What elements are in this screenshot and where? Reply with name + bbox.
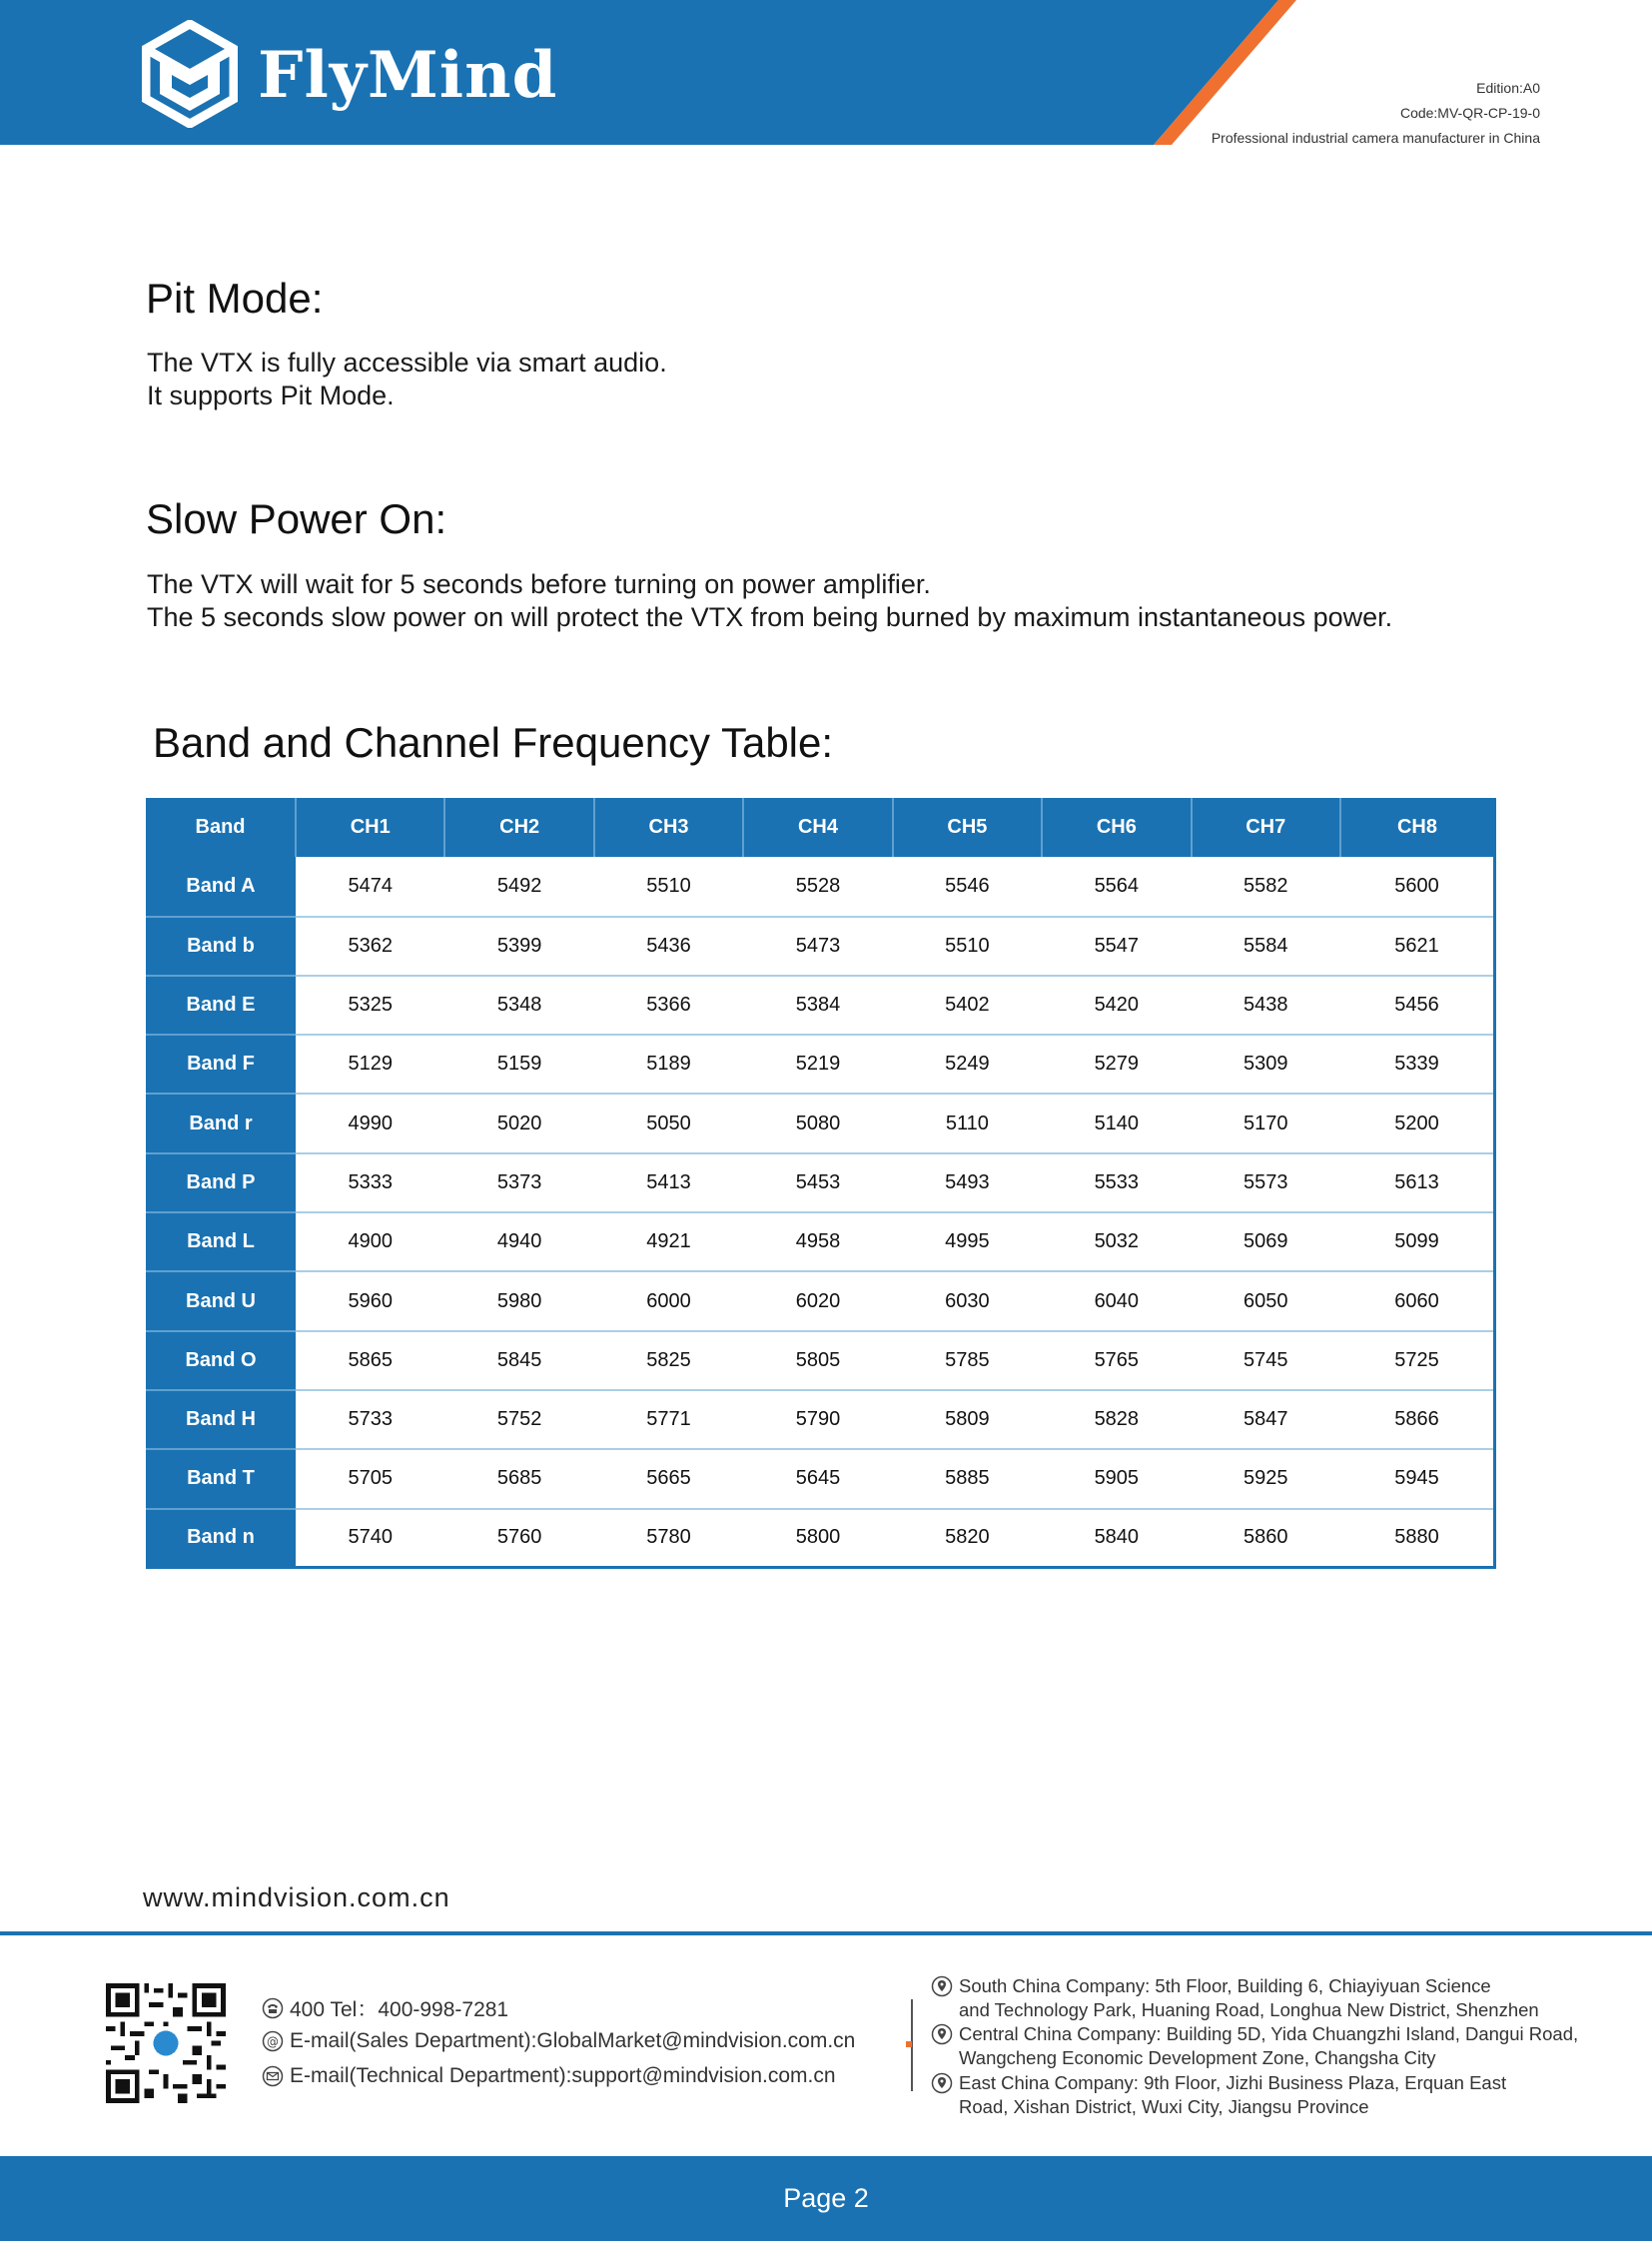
table-row bbox=[146, 1271, 1495, 1330]
frequency-cell: 5645 bbox=[743, 1449, 892, 1508]
frequency-cell: 5582 bbox=[1192, 857, 1340, 916]
address-east-china bbox=[931, 2071, 1506, 2119]
contact-telephone bbox=[262, 1993, 508, 2023]
frequency-cell: 5866 bbox=[1340, 1390, 1495, 1449]
frequency-cell: 5069 bbox=[1192, 1212, 1340, 1271]
slow-power-line: The 5 seconds slow power on will protect the VTX from being burned by maximum instantaneous power. bbox=[147, 602, 1393, 632]
frequency-cell: 5528 bbox=[743, 857, 892, 916]
frequency-cell: 5945 bbox=[1340, 1449, 1495, 1508]
header-banner bbox=[0, 0, 1652, 145]
column-header-ch5: CH5 bbox=[893, 798, 1042, 857]
frequency-cell: 5339 bbox=[1340, 1035, 1495, 1094]
row-header-band: Band T bbox=[146, 1449, 296, 1508]
frequency-cell: 5110 bbox=[893, 1094, 1042, 1152]
frequency-cell: 5413 bbox=[594, 1153, 743, 1212]
frequency-cell: 6050 bbox=[1192, 1271, 1340, 1330]
frequency-cell: 4995 bbox=[893, 1212, 1042, 1271]
address-central-china bbox=[931, 2022, 1578, 2070]
address-line: Central China Company: Building 5D, Yida Chuangzhi Island, Dangui Road, bbox=[959, 2023, 1579, 2044]
column-header-ch6: CH6 bbox=[1042, 798, 1191, 857]
address-south-china bbox=[931, 1974, 1539, 2022]
company-tagline: Professional industrial camera manufacturer in China bbox=[1211, 130, 1540, 146]
row-header-band: Band n bbox=[146, 1509, 296, 1568]
table-header-row bbox=[146, 798, 1495, 857]
sales-email: E-mail(Sales Department):GlobalMarket@mindvision.com.cn bbox=[290, 2029, 856, 2052]
row-header-band: Band U bbox=[146, 1271, 296, 1330]
frequency-cell: 5825 bbox=[594, 1331, 743, 1390]
frequency-cell: 5384 bbox=[743, 976, 892, 1035]
frequency-cell: 5790 bbox=[743, 1390, 892, 1449]
frequency-cell: 5547 bbox=[1042, 917, 1191, 976]
brand-name: FlyMind bbox=[258, 38, 558, 113]
column-header-ch7: CH7 bbox=[1192, 798, 1340, 857]
frequency-cell: 5474 bbox=[296, 857, 444, 916]
frequency-cell: 5080 bbox=[743, 1094, 892, 1152]
frequency-cell: 5621 bbox=[1340, 917, 1495, 976]
frequency-cell: 5705 bbox=[296, 1449, 444, 1508]
frequency-cell: 5600 bbox=[1340, 857, 1495, 916]
frequency-cell: 5733 bbox=[296, 1390, 444, 1449]
table-row bbox=[146, 976, 1495, 1035]
frequency-cell: 5800 bbox=[795, 1526, 841, 1549]
frequency-cell: 5492 bbox=[444, 857, 593, 916]
row-header-band: Band r bbox=[146, 1094, 296, 1152]
frequency-cell: 5925 bbox=[1192, 1449, 1340, 1508]
frequency-cell: 5219 bbox=[743, 1035, 892, 1094]
frequency-cell: 4940 bbox=[444, 1212, 593, 1271]
frequency-cell: 6020 bbox=[743, 1271, 892, 1330]
frequency-cell: 5050 bbox=[594, 1094, 743, 1152]
table-row bbox=[146, 1212, 1495, 1271]
frequency-cell: 5325 bbox=[296, 976, 444, 1035]
frequency-cell: 5820 bbox=[945, 1526, 990, 1549]
frequency-cell: 5473 bbox=[743, 917, 892, 976]
address-line: and Technology Park, Huaning Road, Longhua New District, Shenzhen bbox=[959, 1999, 1539, 2020]
frequency-table bbox=[146, 798, 1496, 1569]
pit-mode-line: It supports Pit Mode. bbox=[147, 380, 395, 410]
address-line: Road, Xishan District, Wuxi City, Jiangsu Province bbox=[959, 2096, 1369, 2117]
column-header-ch3: CH3 bbox=[594, 798, 743, 857]
table-row bbox=[146, 1390, 1495, 1449]
website-url[interactable]: www.mindvision.com.cn bbox=[143, 1882, 450, 1912]
column-header-ch4: CH4 bbox=[743, 798, 892, 857]
frequency-cell: 5348 bbox=[444, 976, 593, 1035]
frequency-cell: 5725 bbox=[1340, 1331, 1495, 1390]
slow-power-heading: Slow Power On: bbox=[146, 495, 447, 542]
table-row bbox=[146, 1035, 1495, 1094]
column-header-ch1: CH1 bbox=[296, 798, 444, 857]
frequency-cell: 5828 bbox=[1042, 1390, 1191, 1449]
frequency-cell: 5809 bbox=[893, 1390, 1042, 1449]
frequency-cell: 5510 bbox=[893, 917, 1042, 976]
frequency-cell: 5760 bbox=[496, 1526, 542, 1549]
row-header-band: Band L bbox=[146, 1212, 296, 1271]
footer-divider bbox=[0, 1931, 1652, 1935]
page-header bbox=[0, 0, 1652, 145]
table-row bbox=[146, 1094, 1495, 1152]
divider-accent-dot bbox=[906, 2041, 912, 2047]
frequency-cell: 5309 bbox=[1192, 1035, 1340, 1094]
row-header-band: Band P bbox=[146, 1153, 296, 1212]
frequency-cell: 5436 bbox=[594, 917, 743, 976]
frequency-cell: 5885 bbox=[893, 1449, 1042, 1508]
pit-mode-line: The VTX is fully accessible via smart audio. bbox=[147, 348, 667, 377]
mail-icon bbox=[262, 2065, 284, 2087]
frequency-cell: 4900 bbox=[296, 1212, 444, 1271]
frequency-cell: 5613 bbox=[1340, 1153, 1495, 1212]
frequency-cell: 5905 bbox=[1042, 1449, 1191, 1508]
frequency-cell: 4921 bbox=[594, 1212, 743, 1271]
frequency-cell: 5752 bbox=[444, 1390, 593, 1449]
frequency-cell: 5584 bbox=[1192, 917, 1340, 976]
frequency-cell: 5249 bbox=[893, 1035, 1042, 1094]
column-header-band: Band bbox=[146, 798, 296, 857]
frequency-cell: 5453 bbox=[743, 1153, 892, 1212]
frequency-cell: 6060 bbox=[1340, 1271, 1495, 1330]
document-code: Code:MV-QR-CP-19-0 bbox=[1399, 105, 1540, 121]
frequency-cell: 5510 bbox=[594, 857, 743, 916]
frequency-cell: 5546 bbox=[893, 857, 1042, 916]
frequency-cell: 5765 bbox=[1042, 1331, 1191, 1390]
pit-mode-text bbox=[147, 347, 667, 412]
row-header-band: Band H bbox=[146, 1390, 296, 1449]
frequency-cell: 5780 bbox=[646, 1526, 691, 1549]
location-pin-icon bbox=[931, 2072, 953, 2094]
contact-tech-email bbox=[262, 2064, 836, 2088]
location-pin-icon bbox=[931, 2023, 953, 2045]
address-line: Wangcheng Economic Development Zone, Changsha City bbox=[959, 2047, 1436, 2068]
frequency-cell: 5564 bbox=[1042, 857, 1191, 916]
address-line: East China Company: 9th Floor, Jizhi Business Plaza, Erquan East bbox=[959, 2072, 1507, 2093]
frequency-cell: 5402 bbox=[893, 976, 1042, 1035]
row-header-band: Band F bbox=[146, 1035, 296, 1094]
frequency-cell: 5129 bbox=[296, 1035, 444, 1094]
frequency-cell: 5845 bbox=[444, 1331, 593, 1390]
frequency-cell: 5980 bbox=[444, 1271, 593, 1330]
frequency-cell: 5456 bbox=[1340, 976, 1495, 1035]
flymind-logo-icon bbox=[142, 20, 238, 128]
telephone-number: 400 Tel：400-998-7281 bbox=[290, 1998, 509, 2021]
column-header-ch2: CH2 bbox=[444, 798, 593, 857]
frequency-cell: 5840 bbox=[1094, 1526, 1140, 1549]
location-pin-icon bbox=[931, 1975, 953, 1997]
frequency-cell: 5960 bbox=[296, 1271, 444, 1330]
frequency-cell: 5099 bbox=[1340, 1212, 1495, 1271]
frequency-cell: 6030 bbox=[893, 1271, 1042, 1330]
frequency-cell: 5493 bbox=[893, 1153, 1042, 1212]
frequency-cell: 5420 bbox=[1042, 976, 1191, 1035]
contact-sales-email bbox=[262, 2029, 855, 2053]
frequency-cell: 5533 bbox=[1042, 1153, 1191, 1212]
table-row bbox=[146, 1153, 1495, 1212]
page-number: Page 2 bbox=[783, 2183, 869, 2213]
table-row bbox=[146, 1331, 1495, 1390]
frequency-cell: 5159 bbox=[444, 1035, 593, 1094]
frequency-cell: 5140 bbox=[1042, 1094, 1191, 1152]
frequency-cell: 5665 bbox=[594, 1449, 743, 1508]
frequency-cell: 5438 bbox=[1192, 976, 1340, 1035]
frequency-cell: 6040 bbox=[1042, 1271, 1191, 1330]
frequency-cell: 5865 bbox=[296, 1331, 444, 1390]
table-row bbox=[146, 1509, 1495, 1568]
column-header-ch8: CH8 bbox=[1340, 798, 1495, 857]
phone-icon bbox=[262, 1997, 284, 2019]
svg-text:@: @ bbox=[267, 2034, 279, 2049]
frequency-cell: 5333 bbox=[296, 1153, 444, 1212]
tech-email: E-mail(Technical Department):support@mindvision.com.cn bbox=[290, 2064, 836, 2087]
frequency-cell: 5573 bbox=[1192, 1153, 1340, 1212]
frequency-cell: 5771 bbox=[594, 1390, 743, 1449]
frequency-cell: 5880 bbox=[1394, 1526, 1439, 1549]
frequency-cell: 5685 bbox=[444, 1449, 593, 1508]
row-header-band: Band E bbox=[146, 976, 296, 1035]
frequency-cell: 5860 bbox=[1242, 1526, 1288, 1549]
table-row bbox=[146, 1449, 1495, 1508]
frequency-cell: 5847 bbox=[1192, 1390, 1340, 1449]
frequency-cell: 5362 bbox=[296, 917, 444, 976]
address-line: South China Company: 5th Floor, Building 6, Chiayiyuan Science bbox=[959, 1975, 1491, 1996]
frequency-cell: 5170 bbox=[1192, 1094, 1340, 1152]
frequency-cell: 5200 bbox=[1340, 1094, 1495, 1152]
frequency-cell: 5399 bbox=[444, 917, 593, 976]
frequency-table-heading: Band and Channel Frequency Table: bbox=[153, 719, 834, 766]
frequency-cell: 4990 bbox=[296, 1094, 444, 1152]
frequency-cell: 5785 bbox=[893, 1331, 1042, 1390]
frequency-cell: 5745 bbox=[1192, 1331, 1340, 1390]
qr-code-icon bbox=[106, 1983, 226, 2103]
table-row bbox=[146, 857, 1495, 916]
row-header-band: Band O bbox=[146, 1331, 296, 1390]
pit-mode-heading: Pit Mode: bbox=[146, 275, 324, 322]
frequency-cell: 5279 bbox=[1042, 1035, 1191, 1094]
frequency-cell: 5032 bbox=[1042, 1212, 1191, 1271]
frequency-cell: 4958 bbox=[743, 1212, 892, 1271]
frequency-cell: 5189 bbox=[594, 1035, 743, 1094]
email-icon bbox=[262, 2030, 284, 2052]
frequency-cell: 5740 bbox=[348, 1526, 393, 1549]
table-row bbox=[146, 917, 1495, 976]
row-header-band: Band A bbox=[146, 857, 296, 916]
edition-label: Edition:A0 bbox=[1476, 80, 1540, 96]
frequency-cell: 5805 bbox=[743, 1331, 892, 1390]
frequency-cell: 5020 bbox=[444, 1094, 593, 1152]
row-header-band: Band b bbox=[146, 917, 296, 976]
frequency-cell: 6000 bbox=[594, 1271, 743, 1330]
frequency-cell: 5373 bbox=[444, 1153, 593, 1212]
frequency-cell: 5366 bbox=[594, 976, 743, 1035]
slow-power-text bbox=[147, 568, 1392, 634]
slow-power-line: The VTX will wait for 5 seconds before turning on power amplifier. bbox=[147, 569, 931, 599]
